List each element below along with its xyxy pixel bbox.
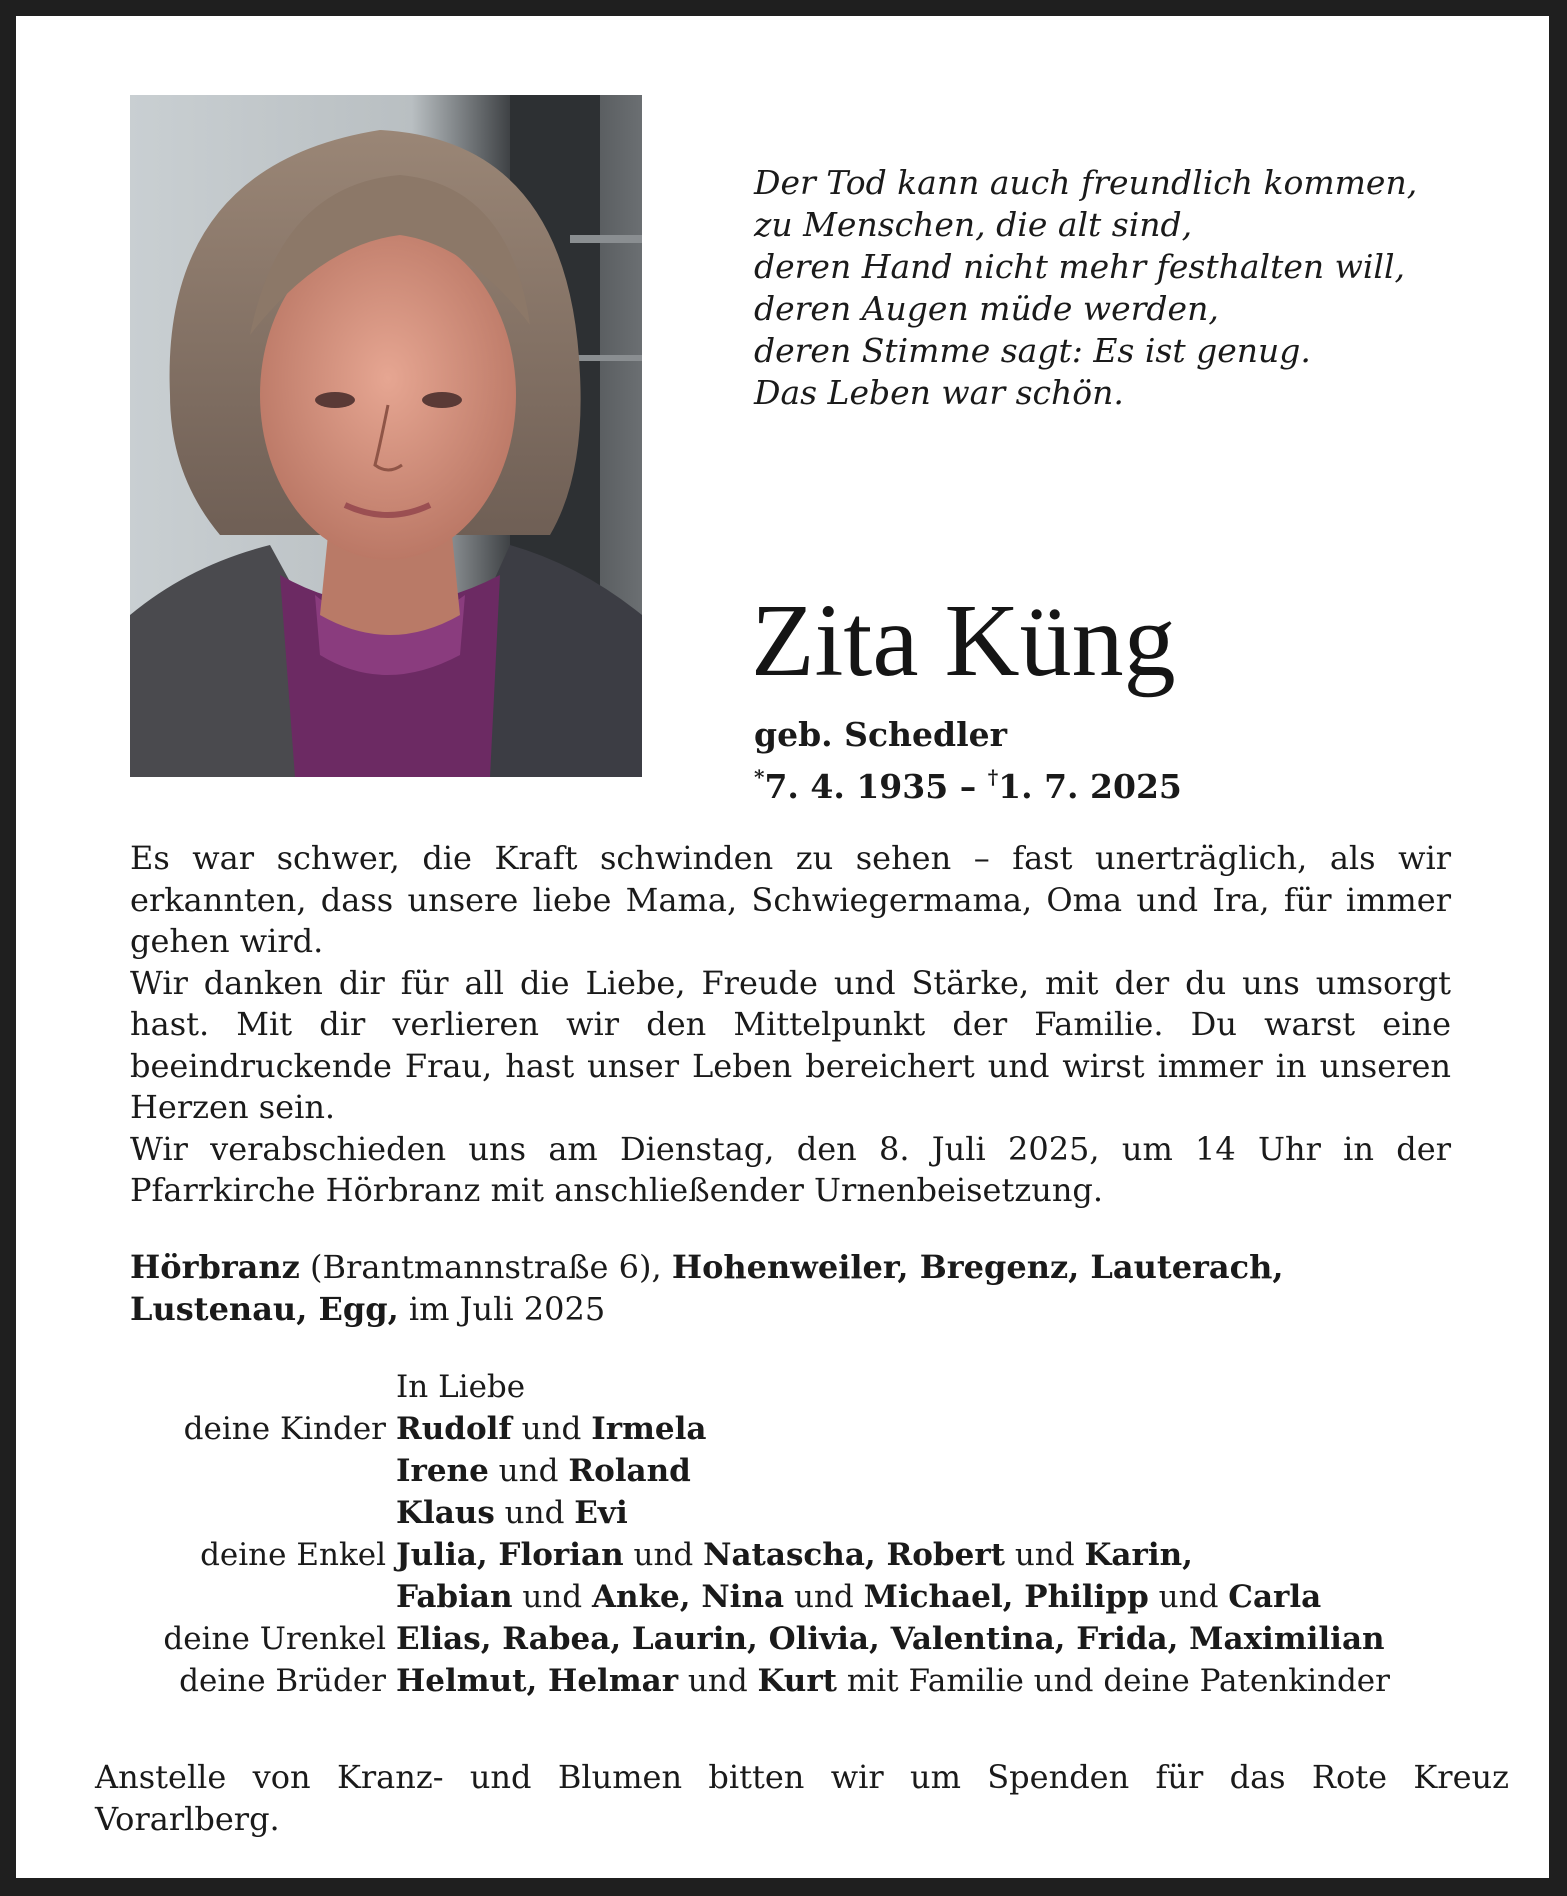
poem-line: deren Hand nicht mehr festhalten will,: [754, 247, 1406, 286]
poem-line: deren Augen müde werden,: [754, 289, 1219, 328]
birth-date: 7. 4. 1935: [764, 767, 949, 806]
birth-name: geb. Schedler: [754, 715, 1008, 754]
family-row: deine Enkel Julia, Florian und Natascha, Robert und Karin,: [130, 1534, 1530, 1576]
grandchildren-label: deine Enkel: [200, 1537, 386, 1573]
family-row: Irene und Roland: [396, 1453, 691, 1489]
family-name: Klaus: [396, 1495, 495, 1531]
poem-line: Das Leben war schön.: [754, 373, 1124, 412]
family-row: deine Brüder Helmut, Helmar und Kurt mit Familie und deine Patenkinder: [130, 1660, 1530, 1702]
poem-line: deren Stimme sagt: Es ist genug.: [754, 331, 1311, 370]
birth-symbol: *: [754, 765, 765, 789]
family-row: deine Kinder Rudolf und Irmela: [130, 1408, 1530, 1450]
poem-line: zu Menschen, die alt sind,: [754, 205, 1193, 244]
obituary-card: [16, 16, 1549, 1878]
family-name: Kurt: [757, 1663, 837, 1699]
family-name: Evi: [574, 1495, 628, 1531]
text-paragraph: Wir danken dir für all die Liebe, Freude und Stärke, mit der du uns umsorgt hast. Mit dir verlieren wir den Mittelpunkt der Familie. Du warst eine beeindruckende Frau, hast unser Leben bereichert und wirst immer in unseren Herzen sein.: [130, 963, 1451, 1126]
death-date: 1. 7. 2025: [998, 767, 1182, 806]
poem: [754, 162, 1417, 414]
text-paragraph: Es war schwer, die Kraft schwinden zu sehen – fast unerträglich, als wir erkannten, dass unsere liebe Mama, Schwiegermama, Oma und Ira, für immer gehen wird.: [130, 839, 1451, 960]
date-separator: –: [948, 767, 988, 806]
deceased-name: Zita Küng: [751, 583, 1176, 698]
place-date: im Juli 2025: [398, 1289, 606, 1328]
family-name: Rudolf: [396, 1411, 512, 1447]
donation-note: Anstelle von Kranz- und Blumen bitten wir um Spenden für das Rote Kreuz Vorarlberg.: [95, 1758, 1509, 1838]
obituary-text: [130, 838, 1451, 1212]
family-name: Natascha, Robert: [703, 1537, 1005, 1573]
family-name: Irene: [396, 1453, 489, 1489]
places-line: [130, 1247, 1451, 1330]
place-address: (Brantmannstraße 6),: [299, 1248, 672, 1286]
family-row: Fabian und Anke, Nina und Michael, Philipp und Carla: [396, 1579, 1322, 1615]
family-list: [130, 1366, 1530, 1702]
brothers-label: deine Brüder: [179, 1663, 386, 1699]
family-name: Karin,: [1084, 1537, 1193, 1573]
family-name: Helmut, Helmar: [396, 1663, 679, 1699]
family-name: Fabian: [396, 1579, 513, 1615]
text-paragraph: Wir verabschieden uns am Dienstag, den 8. Juli 2025, um 14 Uhr in der Pfarrkirche Hörbranz mit anschließender Urnenbeisetzung.: [130, 1129, 1451, 1209]
death-symbol: †: [987, 765, 999, 789]
place-towns: Hohenweiler, Bregenz, Lauterach, Lustenau, Egg,: [130, 1248, 1284, 1328]
life-dates: [754, 756, 1182, 808]
family-name: Anke, Nina: [591, 1579, 785, 1615]
family-name: Carla: [1228, 1579, 1322, 1615]
family-intro: In Liebe: [396, 1369, 526, 1405]
portrait-photo: [130, 95, 642, 777]
family-name: Irmela: [591, 1411, 707, 1447]
family-intro-row: [130, 1366, 1530, 1408]
family-name: Elias, Rabea, Laurin, Olivia, Valentina, Frida, Maximilian: [396, 1621, 1385, 1657]
family-name: Roland: [568, 1453, 691, 1489]
family-row: Klaus und Evi: [396, 1495, 628, 1531]
family-row: [130, 1618, 1530, 1660]
family-name: Julia, Florian: [396, 1537, 624, 1573]
family-name: Michael, Philipp: [863, 1579, 1149, 1615]
children-label: deine Kinder: [183, 1411, 386, 1447]
poem-line: Der Tod kann auch freundlich kommen,: [754, 163, 1418, 202]
place-main: Hörbranz: [130, 1248, 300, 1286]
great-grandchildren-label: deine Urenkel: [163, 1621, 386, 1657]
